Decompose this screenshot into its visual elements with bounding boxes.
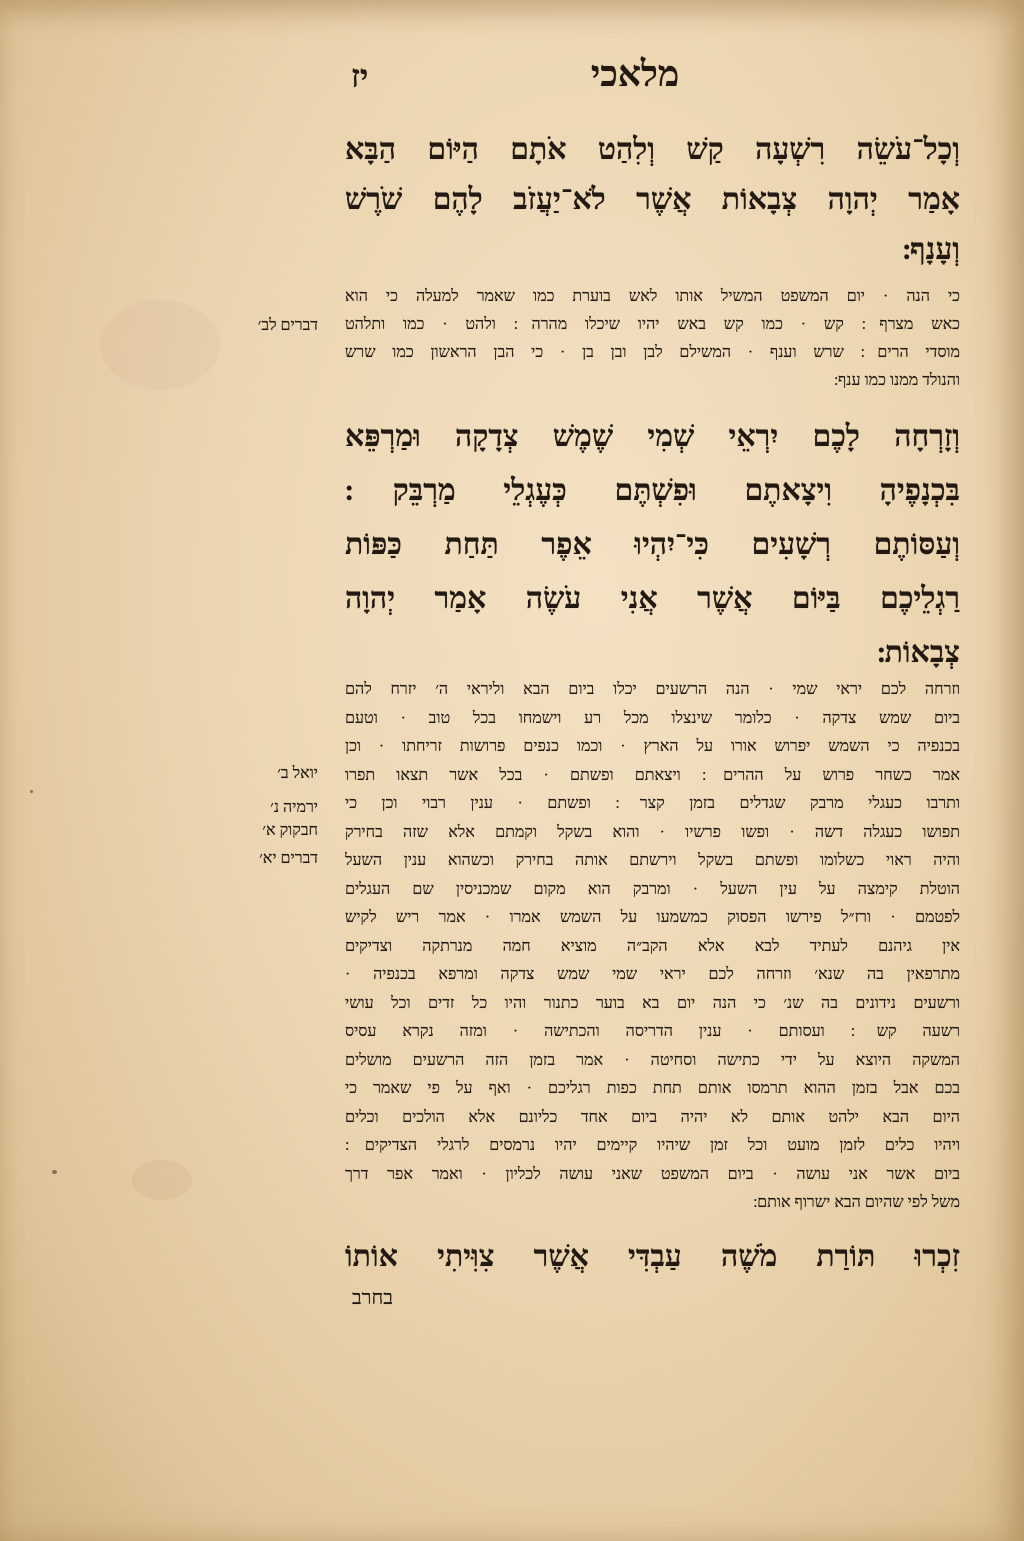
verse-line: וְעָנָף ׃ [902, 233, 960, 266]
commentary-line: ביום אשר אני עושה · ביום המשפט שאני עושה לכליון · ואמר אפר דרך [345, 1165, 960, 1183]
commentary-line: משל לפי שהיום הבא ישרוף אותם ׃ [753, 1194, 960, 1211]
commentary-line: וזרחה לכם יראי שמי · הנה הרשעים יכלו ביום הבא וליראי ה׳ יזרח להם [345, 681, 960, 698]
commentary-line: היום הבא ילהט אותם לא יהיה ביום אחד כליונם אלא הולכים וכלים [345, 1108, 960, 1126]
commentary-line: לפטמם · ורז״ל פירשו הפסוק כמשמעו על השמש אמרו · אמר ריש לקיש [345, 909, 960, 926]
folio-number: יז [351, 58, 369, 94]
commentary-line: מתרפאין בה שנא׳ וזרחה לכם יראי שמי שמש צדקה ומרפא בכנפיה · [345, 966, 960, 983]
margin-note: דברים יא׳ [259, 850, 318, 867]
commentary-line: והנולד ממנו כמו ענף ׃ [834, 372, 960, 389]
commentary-line: אמר כשחר פרוש על ההרים ׃ ויצאתם ופשתם · בכל אשר תצאו תפרו [345, 766, 960, 784]
commentary-line: והיה ראוי כשלומו ופשתם בשקל וירשתם אותה בחירק וכשהוא ענין השעל [345, 852, 960, 869]
commentary-line: ותרבו כעגלי מרבק שגדלים בזמן קצר ׃ ופשתם · ענין רבוי וכן כי [345, 795, 960, 812]
commentary-line: מוסדי הרים ׃ שרש וענף · המשילם לבן ובן בן · כי הבן הראשון כמו שרש [345, 344, 960, 361]
verse-block [345, 125, 960, 275]
verse-line: זִכְרוּ תּוֹרַת מֹשֶׁה עַבְדִּי אֲשֶׁר צִוִּיתִי אוֹתוֹ [345, 1240, 960, 1273]
commentary-line: ויהיו כלים לזמן מועט וכל זמן שיהיו קיימים יהיו נרמסים לרגלי הצדיקים ׃ [345, 1137, 960, 1154]
commentary-line: כאש מצרף ׃ קש · כמו קש באש יהיו שיכלו מהרה ׃ ולהט · כמו ותלהט [345, 316, 960, 333]
verse-line: אָמַר יְהוָה צְבָאוֹת אֲשֶׁר לֹא־יַעֲזֹב לָהֶם שֹׁרֶשׁ [345, 183, 960, 216]
catchword: בחרב [352, 1287, 393, 1309]
paper-stain [132, 1160, 192, 1200]
commentary-line: המשקה היוצא על ידי כתישה וסחיטה · אמר בזמן הזה הרשעים מושלים [345, 1051, 960, 1069]
margin-note: ירמיה נ׳ [270, 799, 318, 816]
paper-stain [100, 300, 220, 390]
verse-line: צְבָאוֹת ׃ [877, 636, 960, 669]
commentary-line: ביום שמש צדקה · כלומר שינצלו מכל רע וישמחו בכל טוב · וטעם [345, 709, 960, 727]
verse-line: וְזָרְחָה לָכֶם יִרְאֵי שְׁמִי שֶׁמֶשׁ צְדָקָה וּמַרְפֵּא [345, 420, 960, 453]
margin-note: יואל ב׳ [277, 765, 318, 782]
running-header [345, 50, 960, 98]
page-title: מלאכי [590, 54, 680, 94]
commentary-block [345, 283, 960, 395]
commentary-line: רשעה קש ׃ ועסותם · ענין הדריסה והכתישה · ומזה נקרא עסיס [345, 1023, 960, 1040]
commentary-line: בכנפיה כי השמש יפרוש אורו על הארץ · וכמו כנפים פרושות זריחתו · וכן [345, 738, 960, 755]
paper-stain [30, 790, 33, 793]
commentary-line: כי הנה · יום המשפט המשיל אותו לאש בוערת כמו שאמר למעלה כי הוא [345, 288, 960, 305]
margin-note: חבקוק א׳ [262, 822, 318, 839]
commentary-line: בכם אבל בזמן ההוא תרמסו אותם תחת כפות רגליכם · ואף על פי שאמר כי [345, 1080, 960, 1097]
commentary-block [345, 676, 960, 1218]
verse-line: וְכָל־עֹשֵׂה רִשְׁעָה קַשׁ וְלִהַט אֹתָם הַיּוֹם הַבָּא [345, 133, 960, 166]
commentary-line: הוטלת קימצה על עין השעל · ומרבק הוא מקום שמכניסין שם העגלים [345, 880, 960, 898]
verse-block [345, 410, 960, 680]
margin-note: דברים לב׳ [257, 317, 318, 334]
verse-line: רַגְלֵיכֶם בַּיּוֹם אֲשֶׁר אֲנִי עֹשֶׂה אָמַר יְהוָה [345, 582, 960, 615]
verse-line: בִּכְנָפֶיהָ וִיצָאתֶם וּפִשְׁתֶּם כְּעֶגְלֵי מַרְבֵּק ׃ [345, 474, 960, 507]
commentary-line: תפושו כעגלה דשה · ופשו פרשיו · והוא בשקל וקמתם אלא שזה בחירק [345, 823, 960, 841]
paper-stain [52, 1170, 57, 1174]
verse-block [345, 1232, 960, 1282]
commentary-line: אין גיהנם לעתיד לבא אלא הקב״ה מוציא חמה מנרתקה וצדיקים [345, 937, 960, 955]
commentary-line: ורשעים נידונים בה שנ׳ כי הנה יום בא בוער כתנור והיו כל זדים וכל עושי [345, 994, 960, 1012]
verse-line: וְעַסּוֹתֶם רְשָׁעִים כִּי־יִהְיוּ אֵפֶר תַּחַת כַּפּוֹת [345, 528, 960, 561]
